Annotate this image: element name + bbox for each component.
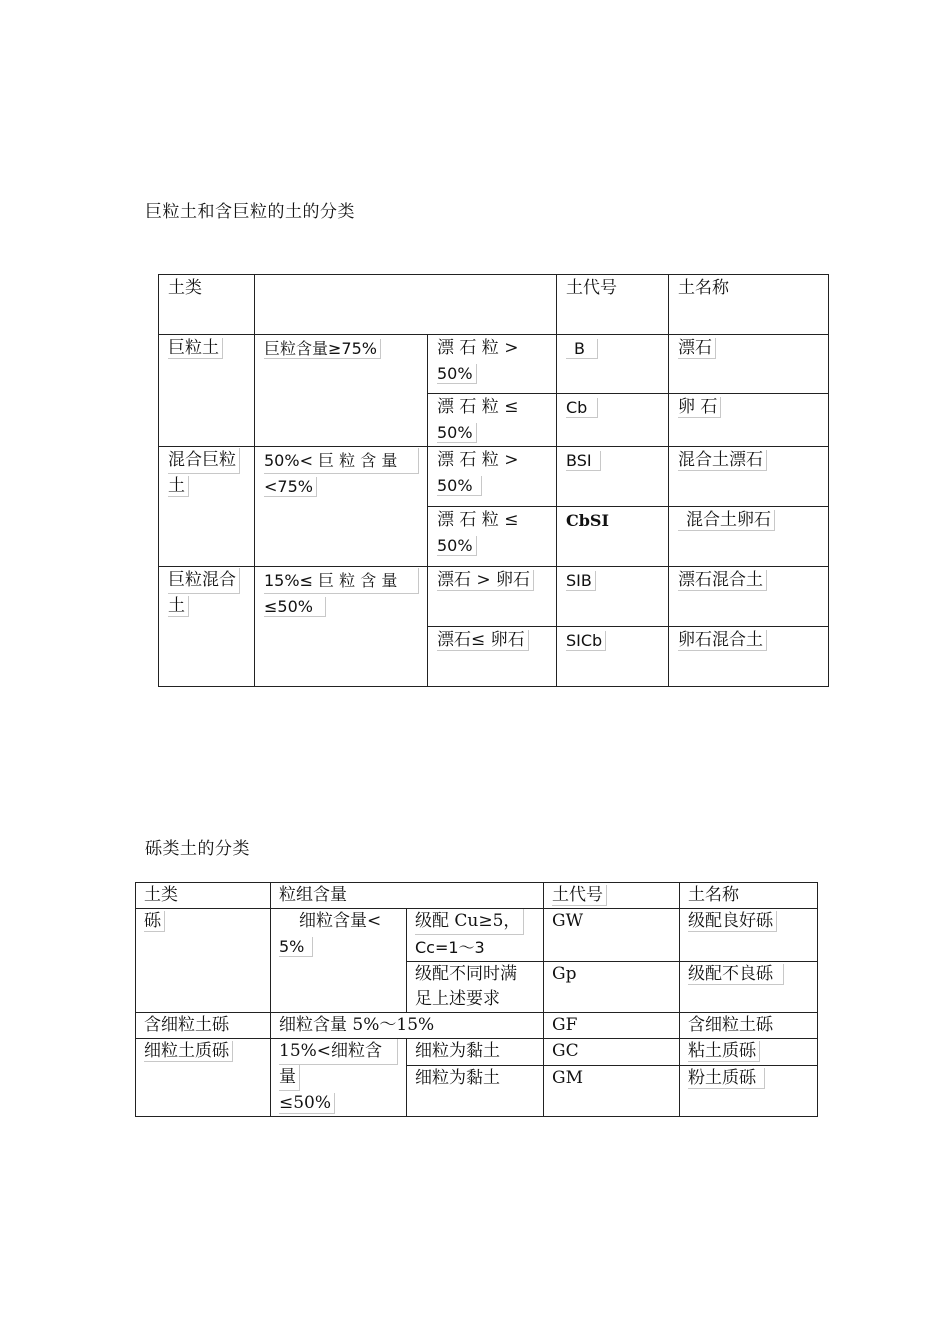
name-text: 级配不良砾 [688,964,784,985]
content-line-3: ≤50% [279,1093,335,1114]
code-text: GM [552,1067,583,1088]
condition-cell [428,507,557,567]
soil-type-line-2: 土 [168,596,189,617]
code-text: Cb [566,398,598,418]
content-line-2: 量 [279,1065,300,1091]
name-text: 粉土质砾 [688,1068,765,1089]
condition-line-1 [437,395,548,420]
condition-line-1: 级配不同时满 [415,964,517,984]
soil-type-cell [136,1039,271,1117]
table-header-row [136,883,818,909]
soil-type-text: 含细粒土砾 [144,1015,229,1035]
content-cell [271,1039,407,1117]
soil-type-cell [136,909,271,1013]
content-cell [255,567,428,687]
name-text: 漂石混合土 [678,570,767,591]
header-name-text: 土名称 [688,885,739,905]
content-line-1: 15%<细粒含 [279,1039,398,1065]
header-code [557,275,669,335]
name-text: 级配良好砾 [688,911,777,932]
header-code-text: 土代号 [552,885,607,906]
code-cell [557,507,669,567]
code-cell [544,909,680,962]
condition-cell [428,447,557,507]
content-cell [271,909,407,1013]
condition-cell [407,909,544,962]
name-cell [669,627,829,687]
table-row [136,909,818,962]
condition-line-1 [437,448,548,473]
code-cell [557,335,669,394]
condition-text: 漂 石 粒 > [437,450,519,470]
condition-cell [428,394,557,447]
soil-type-text: 砾 [144,911,165,932]
content-line-1: 15%≤ 巨 粒 含 量 [264,568,419,594]
name-cell [680,909,818,962]
soil-type-text: 细粒土质砾 [144,1041,233,1062]
condition-text: 漂石 > 卵石 [437,570,534,591]
code-cell [557,447,669,507]
name-cell [680,1039,818,1066]
content-line-1: 50%< 巨 粒 含 量 [264,448,419,474]
gravel-soil-classification-table [135,882,818,1117]
condition-line-2: 50% [437,364,477,384]
code-text: B [566,339,598,359]
table-row [159,335,829,394]
condition-line-1 [437,508,548,533]
soil-type-cell [159,335,255,447]
content-line-1: 细粒含量< [299,911,382,931]
condition-line-2: 足上述要求 [415,989,500,1009]
code-cell [557,567,669,627]
code-cell [544,962,680,1013]
table-header-row [159,275,829,335]
header-soil-type [136,883,271,909]
header-soil-type [159,275,255,335]
soil-type-line-1: 巨粒混合 [168,568,240,594]
name-text: 混合土漂石 [678,450,767,471]
name-cell [669,507,829,567]
condition-line-2: Cc=1～3 [415,938,485,957]
header-code [544,883,680,909]
header-code-text: 土代号 [566,278,617,298]
content-cell [271,1013,544,1039]
content-text: 巨粒含量≥75% [264,339,381,359]
table-2-title: 砾类土的分类 [145,839,250,859]
condition-text: 细粒为黏土 [415,1041,500,1061]
code-text: CbSI [566,511,609,530]
header-name [680,883,818,909]
header-soil-type-text: 土类 [144,885,178,905]
table-row [159,567,829,627]
condition-cell [428,335,557,394]
code-text: SIB [566,571,596,591]
name-text: 卵 石 [678,397,721,418]
table-row [136,1013,818,1039]
content-cell [255,447,428,567]
name-text: 卵石混合土 [678,630,767,651]
table-row [159,447,829,507]
condition-cell [428,567,557,627]
header-soil-type-text: 土类 [168,278,202,298]
code-text: GC [552,1041,579,1061]
header-name-text: 土名称 [678,278,729,298]
content-text: 细粒含量 5%～15% [279,1015,435,1035]
condition-line-1 [437,336,548,361]
table-row [136,1039,818,1066]
condition-cell [407,1039,544,1066]
code-cell [557,394,669,447]
condition-line-2: 50% [437,476,482,496]
name-cell [669,447,829,507]
soil-type-line-2: 土 [168,476,189,497]
name-cell [669,335,829,394]
name-cell [669,394,829,447]
name-cell [680,1065,818,1116]
code-cell [544,1065,680,1116]
condition-text: 漂 石 粒 > [437,338,519,358]
name-text: 含细粒土砾 [688,1015,773,1035]
condition-text: 漂 石 粒 ≤ [437,397,519,417]
code-cell [544,1039,680,1066]
header-group [271,883,544,909]
header-group-text: 粒组含量 [279,885,347,905]
table-1-title: 巨粒土和含巨粒的土的分类 [145,202,355,222]
header-group [255,275,557,335]
soil-type-cell [159,447,255,567]
content-cell [255,335,428,447]
code-text: GF [552,1015,578,1035]
soil-type-text: 巨粒土 [168,338,223,359]
content-line-2: 5% [279,937,313,957]
soil-type-cell [136,1013,271,1039]
content-line-2: ≤50% [264,597,326,617]
code-text: Gp [552,964,577,984]
name-cell [669,567,829,627]
boulder-soil-classification-table [158,274,829,687]
code-text: SICb [566,631,606,651]
soil-type-cell [159,567,255,687]
code-cell [544,1013,680,1039]
condition-line-1: 级配 Cu≥5， [415,909,524,935]
condition-line-2: 50% [437,423,477,443]
code-text: BSI [566,451,601,471]
name-cell [680,1013,818,1039]
code-cell [557,627,669,687]
content-line-2: <75% [264,477,317,497]
condition-text: 漂石≤ 卵石 [437,630,529,651]
condition-text: 漂 石 粒 ≤ [437,510,519,530]
condition-cell [407,1065,544,1116]
condition-cell [407,962,544,1013]
header-name [669,275,829,335]
condition-cell [428,627,557,687]
condition-line-2: 50% [437,536,477,556]
condition-text: 细粒为黏土 [415,1067,500,1088]
soil-type-line-1: 混合巨粒 [168,448,240,474]
name-text: 混合土卵石 [678,510,775,531]
name-text: 粘土质砾 [688,1041,760,1062]
name-cell [680,962,818,1013]
code-text: GW [552,911,584,931]
name-text: 漂石 [678,338,716,359]
